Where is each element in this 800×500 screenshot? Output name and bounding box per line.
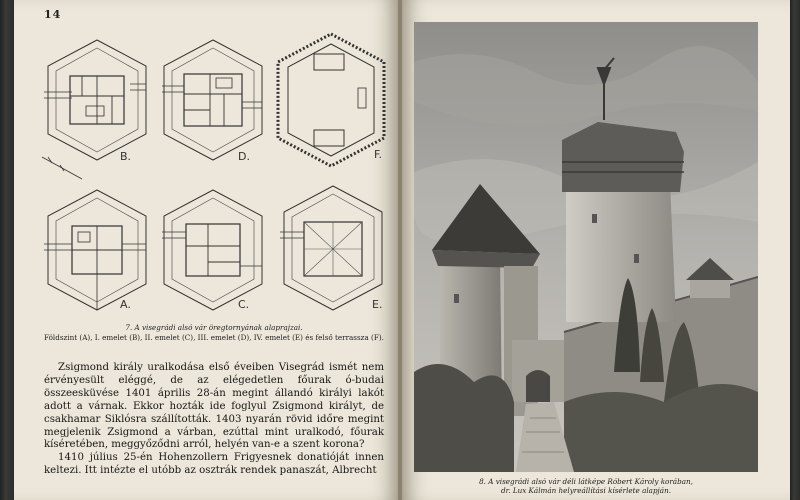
plan-label-a: A. <box>120 298 131 311</box>
floor-plan-f <box>274 30 388 170</box>
floor-plan-c <box>158 186 268 314</box>
figure-7-legend: Földszint (A), I. emelet (B), II. emelet (C), III. emelet (D), IV. emelet (E) és felső terrassza (F). <box>44 332 384 342</box>
plan-label-e: E. <box>372 298 383 311</box>
plan-label-f: F. <box>374 148 383 161</box>
figure-7-title: 7. A visegrádi alsó vár öregtornyának alaprajzai. <box>125 323 303 332</box>
floor-plan-e <box>278 182 388 314</box>
figure-8-caption <box>416 478 756 495</box>
body-text <box>44 362 384 478</box>
page-number: 14 <box>44 8 62 21</box>
floor-plans-figure <box>38 28 388 318</box>
plan-label-c: C. <box>238 298 250 311</box>
floor-plan-d <box>158 36 268 164</box>
floor-plan-b <box>42 36 152 164</box>
figure-8-caption-line1: 8. A visegrádi alsó vár déli látképe Róbert Károly korában, <box>479 477 693 486</box>
keep-tower <box>566 182 676 322</box>
plan-label-d: D. <box>238 150 250 163</box>
book-cover-left-edge <box>0 0 14 500</box>
right-page <box>402 0 790 500</box>
left-page <box>14 0 398 500</box>
figure-7-caption <box>44 323 384 342</box>
paragraph: 1410 július 25-én Hohenzollern Frigyesnek donatióját innen keltezi. Itt intézte el utóbb az osztrák rendek panaszát, Albrecht <box>44 452 384 477</box>
plan-label-b: B. <box>120 150 132 163</box>
floor-plan-a <box>42 186 152 314</box>
book-cover-right-edge <box>790 0 800 500</box>
castle-illustration <box>414 22 758 472</box>
scale-bar <box>38 153 86 183</box>
castle-gate <box>526 370 550 402</box>
paragraph: Zsigmond király uralkodása első éveiben Visegrád ismét nem érvényesült eléggé, de az elégedetlen főurak ó-budai összeesküvése 1401 április 28-án megint állandó királyi lakót adott a várnak. Ekkor hozták ide foglyul Zsigmond királyt, de csakhamar Siklósra szállították. 1403 nyarán rövid időre megint megjelenik Zsigmond a várban, ezúttal mint uralkodó, főurak kíséretében, meggyőződni arról, helyén van-e a szent korona? <box>44 362 384 451</box>
figure-8-caption-line2: dr. Lux Kálmán helyreállítási kísérlete alapján. <box>501 485 671 495</box>
